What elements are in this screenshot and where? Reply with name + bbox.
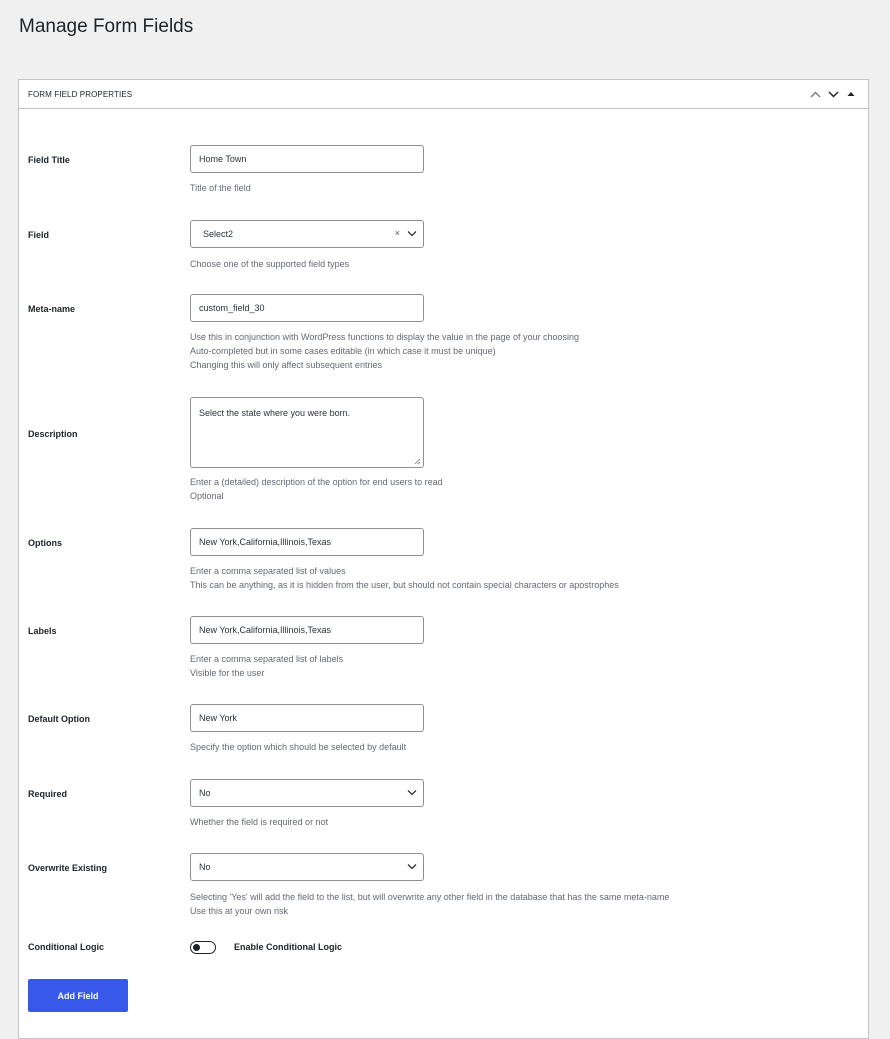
- field-type-label: Field: [28, 230, 50, 240]
- overwrite-existing-desc-line: Selecting 'Yes' will add the field to the list, but will overwrite any other field in the database that has the same meta-name: [190, 892, 670, 902]
- chevron-down-icon: [407, 789, 417, 796]
- meta-name-desc-line: Use this in conjunction with WordPress functions to display the value in the page of your choosing: [190, 332, 580, 342]
- resize-grip-icon[interactable]: [414, 458, 421, 465]
- meta-name-input[interactable]: [190, 294, 424, 322]
- default-option-label: Default Option: [28, 714, 90, 724]
- options-description: [190, 564, 619, 592]
- conditional-logic-toggle[interactable]: [190, 941, 216, 954]
- overwrite-existing-desc-line: Use this at your own risk: [190, 906, 289, 916]
- move-up-icon[interactable]: [809, 88, 821, 100]
- overwrite-existing-description: [190, 890, 669, 918]
- page-title: Manage Form Fields: [19, 16, 194, 37]
- labels-input[interactable]: [190, 616, 424, 644]
- required-label: Required: [28, 789, 68, 799]
- meta-name-description: [190, 330, 579, 372]
- chevron-down-icon: [407, 230, 417, 237]
- add-field-button[interactable]: Add Field: [28, 979, 128, 1012]
- chevron-down-icon: [407, 863, 417, 870]
- options-value: New York,California,Illinois,Texas: [199, 537, 332, 547]
- meta-name-desc-line: Auto-completed but in some cases editable (in which case it must be unique): [190, 346, 496, 356]
- field-title-label: Field Title: [28, 155, 70, 165]
- field-type-description: Choose one of the supported field types: [190, 259, 350, 269]
- default-option-input[interactable]: [190, 704, 424, 732]
- labels-label: Labels: [28, 626, 57, 636]
- conditional-logic-toggle-label[interactable]: Enable Conditional Logic: [234, 942, 342, 952]
- collapse-toggle-icon[interactable]: [845, 88, 857, 100]
- form-field-properties-panel: [18, 79, 869, 1039]
- labels-value: New York,California,Illinois,Texas: [199, 625, 332, 635]
- panel-title: FORM FIELD PROPERTIES: [28, 89, 133, 99]
- meta-name-value: custom_field_30: [199, 303, 265, 313]
- meta-name-label: Meta-name: [28, 304, 76, 314]
- panel-header: [19, 80, 868, 109]
- description-help-line: Optional: [190, 491, 224, 501]
- options-desc-line: This can be anything, as it is hidden from the user, but should not contain special characters or apostrophes: [190, 580, 619, 590]
- labels-desc-line: Visible for the user: [190, 668, 265, 678]
- description-help: [190, 475, 443, 503]
- conditional-logic-label: Conditional Logic: [28, 942, 104, 952]
- default-option-value: New York: [199, 713, 238, 723]
- field-title-input[interactable]: [190, 145, 424, 173]
- overwrite-existing-label: Overwrite Existing: [28, 863, 108, 873]
- labels-description: [190, 652, 343, 680]
- move-down-icon[interactable]: [827, 88, 839, 100]
- clear-selection-icon[interactable]: ×: [394, 228, 400, 238]
- required-description: Whether the field is required or not: [190, 817, 329, 827]
- default-option-description: Specify the option which should be selected by default: [190, 742, 407, 752]
- toggle-knob: [193, 944, 200, 951]
- description-value: Select the state where you were born.: [199, 408, 351, 418]
- labels-desc-line: Enter a comma separated list of labels: [190, 654, 344, 664]
- field-title-description: Title of the field: [190, 183, 251, 193]
- overwrite-existing-value: No: [199, 862, 211, 872]
- description-label: Description: [28, 429, 78, 439]
- field-type-select[interactable]: [190, 220, 424, 248]
- options-desc-line: Enter a comma separated list of values: [190, 566, 346, 576]
- meta-name-desc-line: Changing this will only affect subsequent entries: [190, 360, 382, 370]
- field-type-value: Select2: [203, 229, 234, 239]
- options-label: Options: [28, 538, 62, 548]
- description-help-line: Enter a (detailed) description of the option for end users to read: [190, 477, 443, 487]
- panel-handle-actions: [809, 88, 857, 100]
- options-input[interactable]: [190, 528, 424, 556]
- description-textarea[interactable]: [190, 397, 424, 468]
- required-value: No: [199, 788, 211, 798]
- overwrite-existing-select[interactable]: [190, 853, 424, 881]
- field-title-value: Home Town: [199, 154, 247, 164]
- required-select[interactable]: [190, 779, 424, 807]
